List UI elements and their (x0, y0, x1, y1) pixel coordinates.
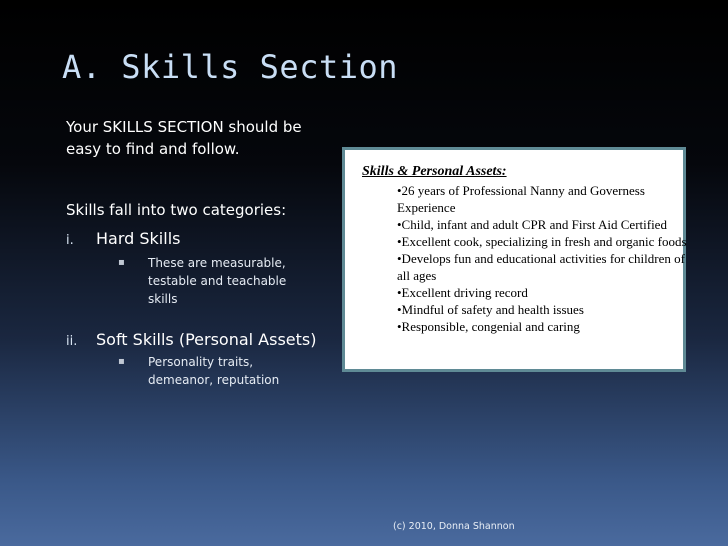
categories-heading: Skills fall into two categories: (66, 201, 287, 219)
hard-skills-detail (118, 254, 287, 308)
list-item: •Excellent cook, specializing in fresh and organic foods (397, 234, 687, 249)
list-item: •Mindful of safety and health issues (397, 302, 584, 317)
assets-heading: Skills & Personal Assets: (362, 164, 507, 179)
soft-skills-number: ii. (66, 334, 78, 349)
soft-skills-label: Soft Skills (Personal Assets) (96, 330, 317, 349)
list-item: •26 years of Professional Nanny and Governess Experience (397, 183, 645, 215)
hard-skills-number: i. (66, 233, 74, 248)
copyright-footer: (c) 2010, Donna Shannon (393, 521, 515, 532)
list-item: •Excellent driving record (397, 285, 528, 300)
square-bullet-icon: ▪ (118, 257, 125, 268)
hard-skills-detail-text: These are measurable, testable and teachable skills (148, 256, 287, 306)
intro-text: Your SKILLS SECTION should be easy to find and follow. (66, 118, 302, 158)
square-bullet-icon: ▪ (118, 356, 125, 367)
soft-skills-item (66, 330, 317, 352)
list-item: •Develops fun and educational activities for children of all ages (397, 251, 685, 283)
list-item: •Responsible, congenial and caring (397, 319, 580, 334)
slide-title: A. Skills Section (62, 48, 399, 86)
list-item: •Child, infant and adult CPR and First Aid Certified (397, 217, 667, 232)
hard-skills-item (66, 229, 180, 251)
soft-skills-detail (118, 353, 278, 389)
personal-assets-box (342, 147, 686, 372)
hard-skills-label: Hard Skills (96, 229, 181, 248)
assets-list (397, 182, 687, 335)
soft-skills-detail-text: Personality traits, demeanor, reputation (148, 355, 280, 387)
